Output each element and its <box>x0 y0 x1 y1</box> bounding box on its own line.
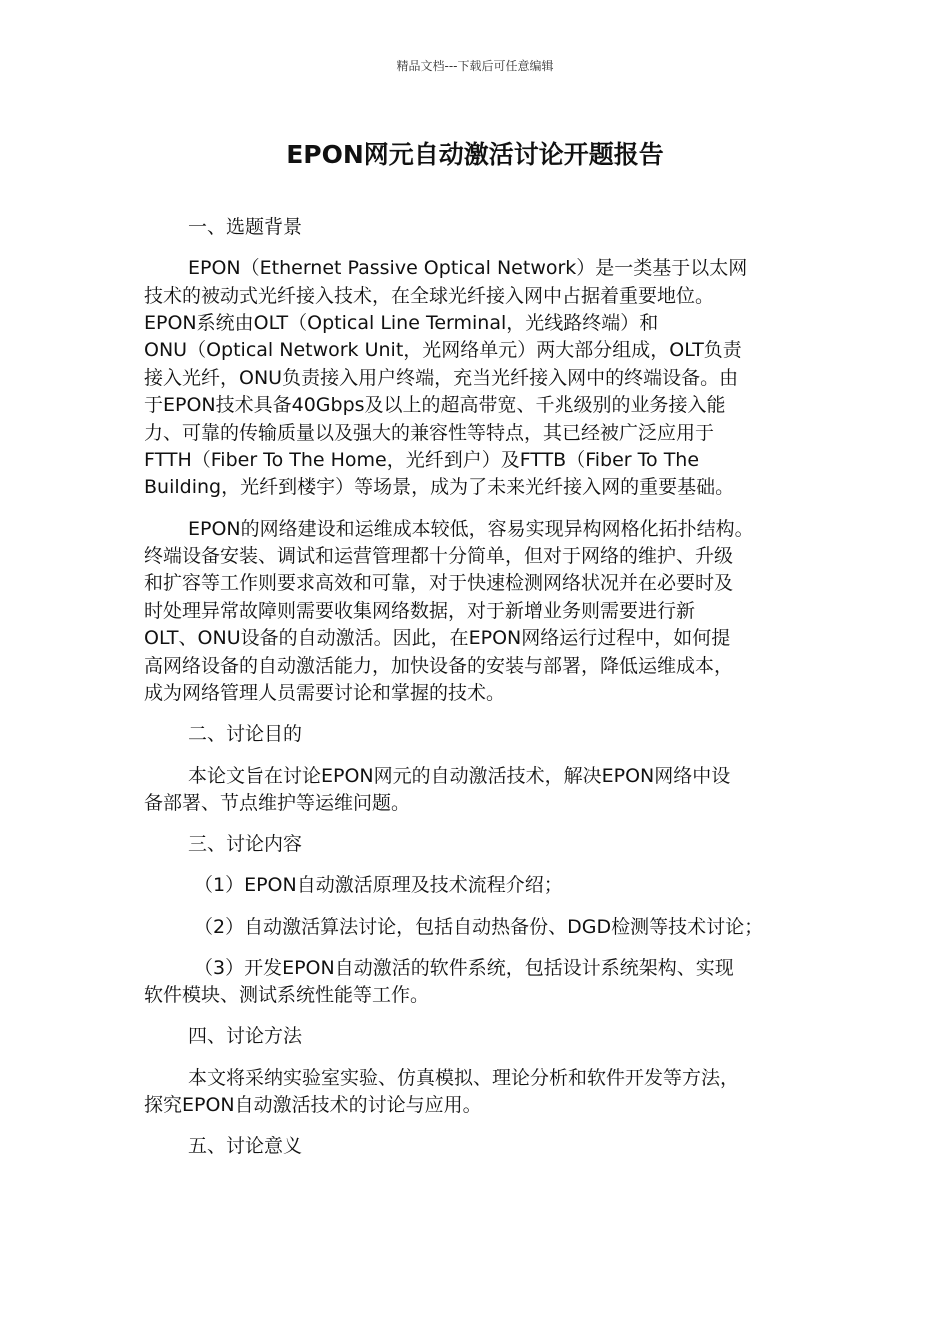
section-heading-method: 四、讨论方法 <box>188 1025 303 1048</box>
document-title: EPON网元自动激活讨论开题报告 <box>286 140 664 169</box>
section-heading-significance: 五、讨论意义 <box>188 1135 303 1158</box>
document-body <box>144 214 806 1174</box>
paragraph-purpose: 本论文旨在讨论EPON网元的自动激活技术，解决EPON网络中设 备部署、节点维护等运维问题。 <box>144 764 731 814</box>
content-item-1: （1）EPON自动激活原理及技术流程介绍； <box>194 874 563 897</box>
section-heading-background: 一、选题背景 <box>188 216 303 238</box>
section-heading-content: 三、讨论内容 <box>188 833 303 856</box>
content-item-3: （3）开发EPON自动激活的软件系统，包括设计系统架构、实现 软件模块、测试系统性能等工作。 <box>144 956 734 1007</box>
paragraph-background-1: EPON（Ethernet Passive Optical Network）是一类基于以太网 技术的被动式光纤接入技术，在全球光纤接入网中占据着重要地位。 EPON系统由OLT（Optical Line Terminal，光线路终端）和 ONU（Optical Network Unit，光网络单元）两大部分组成，OLT负责 接入光纤，ONU负责接入用户终端，充当光纤接入网中的终端设备。由 于EPON技术具备40Gbps及以上的超高带宽、千兆级别的业务接入能 力、可靠的传输质量以及强大的兼容性等特点，其已经被广泛应用于 FTTH（Fiber To The Home，光纤到户）及FTTB（Fiber To The Building，光纤到楼宇）等场景，成为了未来光纤接入网的重要基础。 <box>144 257 748 499</box>
paragraph-method: 本文将采纳实验室实验、仿真模拟、理论分析和软件开发等方法， 探究EPON自动激活技术的讨论与应用。 <box>144 1066 740 1116</box>
section-heading-purpose: 二、讨论目的 <box>188 723 303 746</box>
header-note: 精品文档---下载后可任意编辑 <box>396 59 554 73</box>
content-item-2: （2）自动激活算法讨论，包括自动热备份、DGD检测等技术讨论； <box>194 915 764 938</box>
paragraph-background-2: EPON的网络建设和运维成本较低，容易实现异构网格化拓扑结构。 终端设备安装、调试和运营管理都十分简单，但对于网络的维护、升级 和扩容等工作则要求高效和可靠，对于快速检测网络状况并在必要时及 时处理异常故障则需要收集网络数据，对于新增业务则需要进行新 OLT、ONU设备的自动激活。因此，在EPON网络运行过程中，如何提 高网络设备的自动激活能力，加快设备的安装与部署，降低运维成本， 成为网络管理人员需要讨论和掌握的技术。 <box>144 517 754 705</box>
